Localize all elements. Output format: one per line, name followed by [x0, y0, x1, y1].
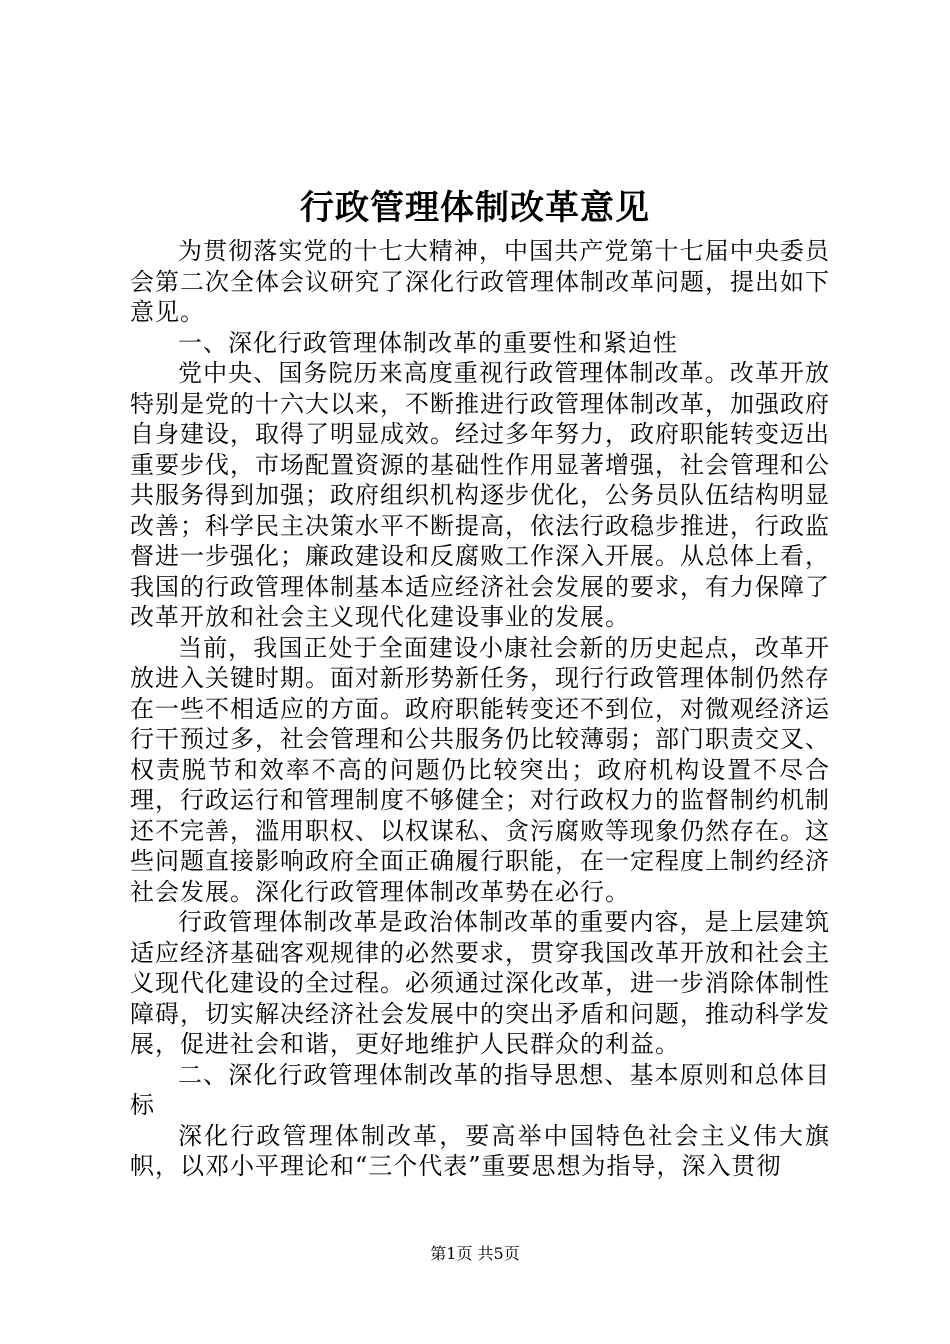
section-heading-1: 一、深化行政管理体制改革的重要性和紧迫性	[178, 328, 678, 357]
paragraph-intro: 为贯彻落实党的十七大精神，中国共产党第十七届中央委员会第二次全体会议研究了深化行政管理体制改革问题，提出如下意见。	[130, 237, 830, 326]
section-heading-2: 二、深化行政管理体制改革的指导思想、基本原则和总体目标	[130, 1060, 830, 1119]
document-title: 行政管理体制改革意见	[300, 188, 650, 228]
paragraph: 当前，我国正处于全面建设小康社会新的历史起点，改革开放进入关键时期。面对新形势新任务，现行行政管理体制仍然存在一些不相适应的方面。政府职能转变还不到位，对微观经济运行干预过多，社会管理和公共服务仍比较薄弱；部门职责交叉、权责脱节和效率不高的问题仍比较突出；政府机构设置不尽合理，行政运行和管理制度不够健全；对行政权力的监督制约机制还不完善，滥用职权、以权谋私、贪污腐败等现象仍然存在。这些问题直接影响政府全面正确履行职能，在一定程度上制约经济社会发展。深化行政管理体制改革势在必行。	[130, 633, 830, 906]
paragraph: 深化行政管理体制改革，要高举中国特色社会主义伟大旗帜，以邓小平理论和“三个代表”重要思想为指导，深入贯彻	[130, 1121, 830, 1180]
paragraph: 行政管理体制改革是政治体制改革的重要内容，是上层建筑适应经济基础客观规律的必然要求，贯穿我国改革开放和社会主义现代化建设的全过程。必须通过深化改革，进一步消除体制性障碍，切实解决经济社会发展中的突出矛盾和问题，推动科学发展，促进社会和谐，更好地维护人民群众的利益。	[130, 908, 830, 1058]
paragraph: 党中央、国务院历来高度重视行政管理体制改革。改革开放特别是党的十六大以来，不断推进行政管理体制改革，加强政府自身建设，取得了明显成效。经过多年努力，政府职能转变迈出重要步伐，市场配置资源的基础性作用显著增强，社会管理和公共服务得到加强；政府组织机构逐步优化，公务员队伍结构明显改善；科学民主决策水平不断提高，依法行政稳步推进，行政监督进一步强化；廉政建设和反腐败工作深入开展。从总体上看，我国的行政管理体制基本适应经济社会发展的要求，有力保障了改革开放和社会主义现代化建设事业的发展。	[130, 359, 830, 631]
page-number-footer: 第1页 共5页	[430, 1244, 520, 1263]
document-body	[130, 236, 830, 1182]
